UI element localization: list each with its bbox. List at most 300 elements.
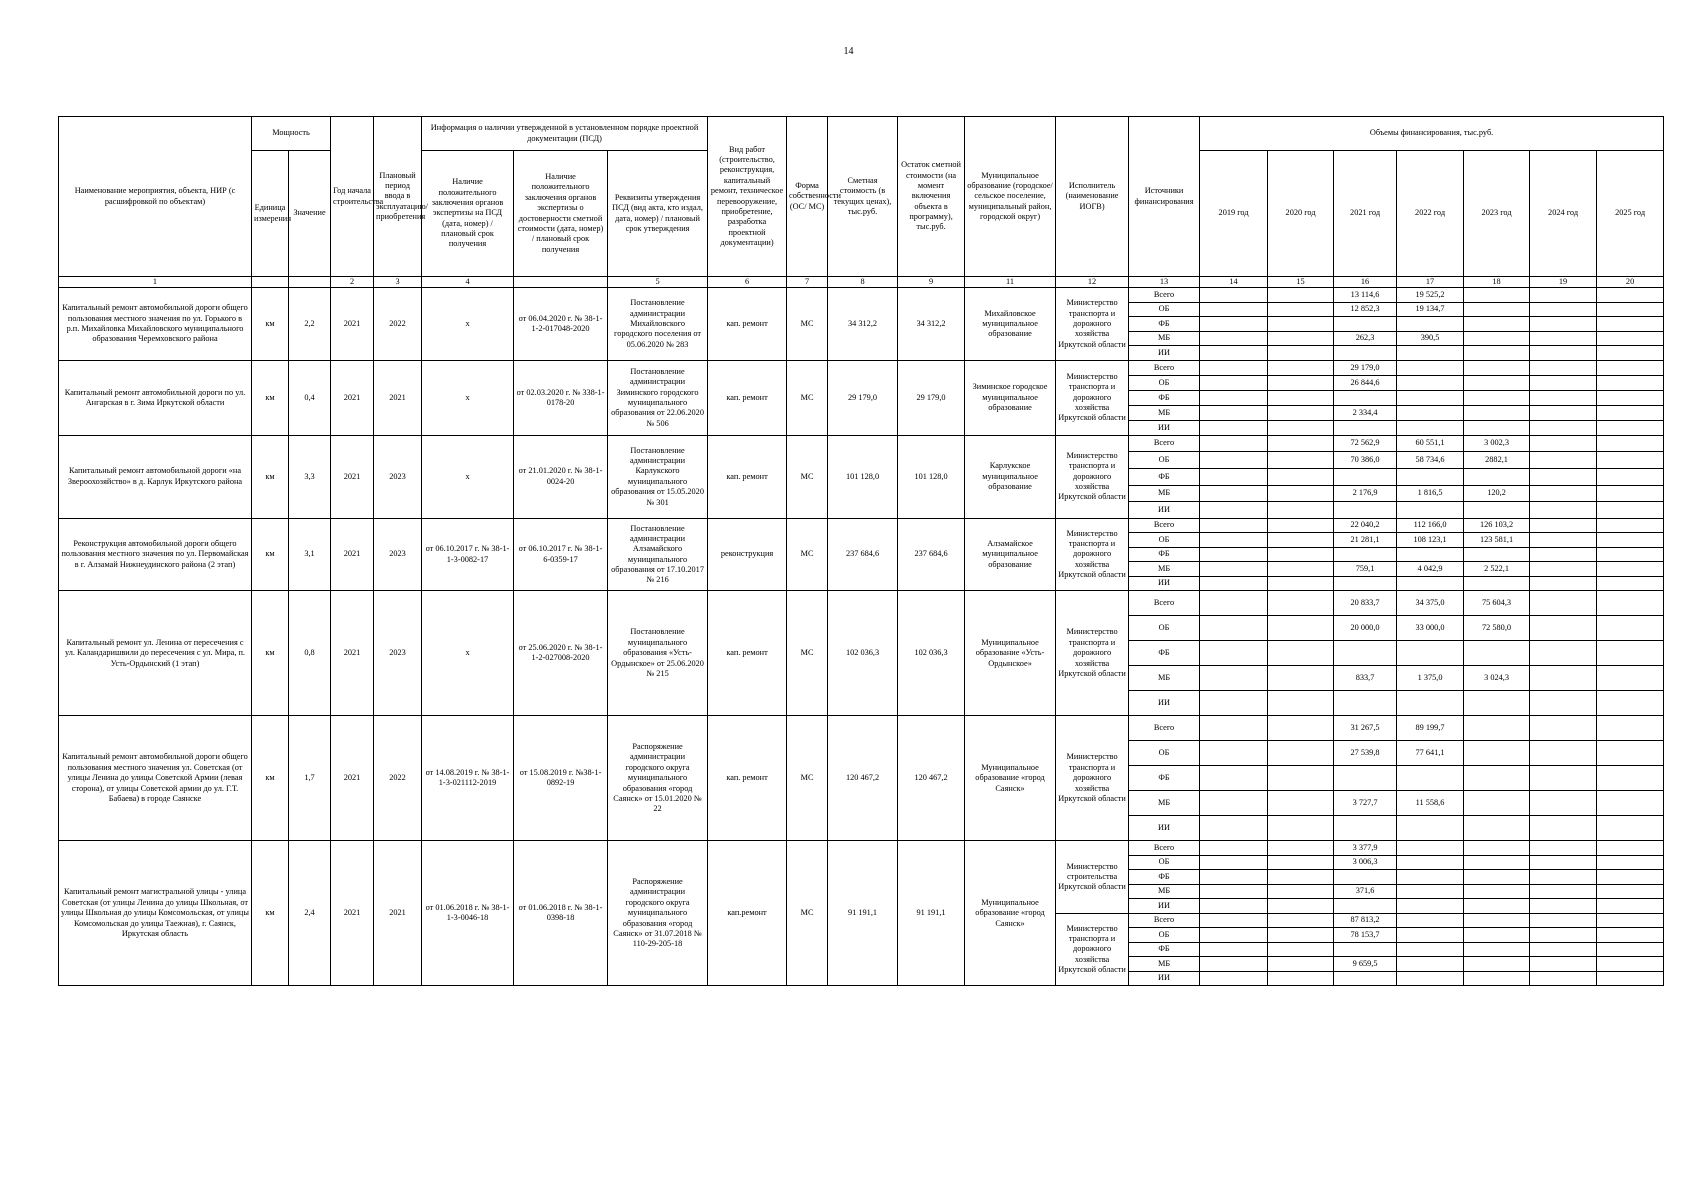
executor-cell: Министерство транспорта и дорожного хозяйства Иркутской области [1056, 913, 1129, 986]
value-cell: 0,4 [289, 360, 331, 435]
funding-amount-cell: 2 176,9 [1334, 485, 1397, 502]
funding-amount-cell [1530, 331, 1597, 346]
funding-amount-cell [1530, 576, 1597, 591]
header-year-2025: 2025 год [1597, 151, 1664, 277]
funding-amount-cell: 112 166,0 [1397, 518, 1464, 533]
funding-amount-cell [1597, 691, 1664, 716]
funding-amount-cell: 31 267,5 [1334, 716, 1397, 741]
funding-amount-cell [1334, 576, 1397, 591]
funding-amount-cell [1397, 942, 1464, 957]
column-number-cell: 3 [374, 277, 422, 288]
funding-amount-cell: 22 040,2 [1334, 518, 1397, 533]
funding-amount-cell [1464, 288, 1530, 303]
funding-amount-cell [1597, 288, 1664, 303]
funding-source-cell: ОБ [1129, 855, 1200, 870]
funding-amount-cell [1597, 741, 1664, 766]
funding-amount-cell [1268, 766, 1334, 791]
header-unit: Единица измерения [252, 151, 289, 277]
funding-amount-cell: 20 000,0 [1334, 616, 1397, 641]
header-start-year: Год начала строительства [331, 117, 374, 277]
header-psd-info: Информация о наличии утвержденной в установленном порядке проектной документации (ПСД) [422, 117, 708, 151]
funding-amount-cell [1597, 616, 1664, 641]
funding-amount-cell [1464, 302, 1530, 317]
funding-amount-cell [1200, 899, 1268, 914]
expertise-cost-cell: от 25.06.2020 г. № 38-1-1-2-027008-2020 [514, 591, 608, 716]
funding-amount-cell [1268, 957, 1334, 972]
executor-cell: Министерство транспорта и дорожного хозяйства Иркутской области [1056, 435, 1129, 518]
funding-source-cell: Всего [1129, 360, 1200, 375]
funding-source-cell: Всего [1129, 841, 1200, 856]
funding-amount-cell [1597, 791, 1664, 816]
funding-amount-cell: 33 000,0 [1397, 616, 1464, 641]
funding-amount-cell [1268, 302, 1334, 317]
funding-amount-cell [1530, 435, 1597, 452]
funding-amount-cell [1268, 913, 1334, 928]
funding-amount-cell: 3 006,3 [1334, 855, 1397, 870]
municipality-cell: Муниципальное образование «город Саянск» [965, 841, 1056, 986]
estimated-cost-cell: 237 684,6 [828, 518, 898, 591]
funding-amount-cell: 72 562,9 [1334, 435, 1397, 452]
work-type-cell: реконструкция [708, 518, 787, 591]
funding-amount-cell: 3 727,7 [1334, 791, 1397, 816]
funding-amount-cell: 12 852,3 [1334, 302, 1397, 317]
expertise-cost-cell: от 02.03.2020 г. № 338-1-0178-20 [514, 360, 608, 435]
header-value: Значение [289, 151, 331, 277]
ownership-cell: МС [787, 591, 828, 716]
funding-amount-cell [1200, 942, 1268, 957]
funding-amount-cell [1597, 533, 1664, 548]
funding-amount-cell [1597, 816, 1664, 841]
start-year-cell: 2021 [331, 591, 374, 716]
funding-amount-cell [1334, 641, 1397, 666]
funding-source-cell: ИИ [1129, 576, 1200, 591]
funding-amount-cell [1597, 971, 1664, 986]
column-number-cell: 15 [1268, 277, 1334, 288]
funding-amount-cell [1464, 576, 1530, 591]
funding-amount-cell: 123 581,1 [1464, 533, 1530, 548]
table-row [59, 360, 1664, 375]
funding-amount-cell [1464, 791, 1530, 816]
funding-amount-cell [1268, 317, 1334, 332]
funding-amount-cell [1268, 405, 1334, 420]
funding-amount-cell: 3 377,9 [1334, 841, 1397, 856]
funding-amount-cell [1268, 841, 1334, 856]
funding-amount-cell [1530, 591, 1597, 616]
funding-amount-cell: 1 816,5 [1397, 485, 1464, 502]
funding-amount-cell [1200, 928, 1268, 943]
funding-source-cell: ОБ [1129, 533, 1200, 548]
funding-amount-cell [1530, 942, 1597, 957]
funding-amount-cell [1530, 641, 1597, 666]
funding-amount-cell [1530, 288, 1597, 303]
funding-source-cell: ФБ [1129, 547, 1200, 562]
funding-amount-cell: 390,5 [1397, 331, 1464, 346]
municipality-cell: Михайловское муниципальное образование [965, 288, 1056, 361]
funding-amount-cell [1334, 420, 1397, 435]
expertise-psd-cell: х [422, 435, 514, 518]
column-number-cell: 6 [708, 277, 787, 288]
header-remaining-cost: Остаток сметной стоимости (на момент включения объекта в программу), тыс.руб. [898, 117, 965, 277]
funding-amount-cell [1334, 870, 1397, 885]
page-number: 14 [843, 46, 854, 57]
funding-amount-cell [1597, 518, 1664, 533]
funding-amount-cell [1597, 899, 1664, 914]
funding-amount-cell [1464, 691, 1530, 716]
funding-amount-cell [1268, 469, 1334, 486]
expertise-cost-cell: от 06.10.2017 г. № 38-1-6-0359-17 [514, 518, 608, 591]
value-cell: 3,1 [289, 518, 331, 591]
funding-amount-cell [1200, 302, 1268, 317]
funding-amount-cell: 89 199,7 [1397, 716, 1464, 741]
work-type-cell: кап. ремонт [708, 435, 787, 518]
column-number-cell: 2 [331, 277, 374, 288]
table-row [59, 841, 1664, 856]
header-year-2022: 2022 год [1397, 151, 1464, 277]
funding-amount-cell [1597, 957, 1664, 972]
funding-amount-cell [1334, 691, 1397, 716]
header-expertise-psd: Наличие положительного заключения органов экспертизы на ПСД (дата, номер) / плановый срок получения [422, 151, 514, 277]
funding-amount-cell [1268, 502, 1334, 519]
funding-amount-cell: 20 833,7 [1334, 591, 1397, 616]
funding-amount-cell [1268, 942, 1334, 957]
funding-amount-cell [1268, 855, 1334, 870]
funding-amount-cell [1200, 841, 1268, 856]
funding-amount-cell [1268, 360, 1334, 375]
funding-amount-cell [1268, 791, 1334, 816]
plan-period-cell: 2021 [374, 360, 422, 435]
plan-period-cell: 2023 [374, 518, 422, 591]
approval-cell: Постановление муниципального образования «Усть-Ордынское» от 25.06.2020 № 215 [608, 591, 708, 716]
funding-amount-cell [1597, 331, 1664, 346]
funding-amount-cell [1530, 518, 1597, 533]
funding-source-cell: ФБ [1129, 390, 1200, 405]
funding-amount-cell [1334, 469, 1397, 486]
approval-cell: Постановление администрации Михайловского городского поселения от 05.06.2020 № 283 [608, 288, 708, 361]
funding-amount-cell [1530, 469, 1597, 486]
funding-amount-cell: 2 334,4 [1334, 405, 1397, 420]
funding-amount-cell [1200, 870, 1268, 885]
funding-amount-cell [1530, 420, 1597, 435]
funding-amount-cell [1200, 331, 1268, 346]
funding-amount-cell [1200, 957, 1268, 972]
executor-cell: Министерство строительства Иркутской области [1056, 841, 1129, 914]
funding-amount-cell [1200, 716, 1268, 741]
approval-cell: Постановление администрации Зиминского городского муниципального образования от 22.06.2020 № 506 [608, 360, 708, 435]
funding-amount-cell [1200, 616, 1268, 641]
financing-table [58, 116, 1664, 986]
column-number-cell: 4 [422, 277, 514, 288]
funding-amount-cell [1597, 420, 1664, 435]
funding-amount-cell [1268, 716, 1334, 741]
estimated-cost-cell: 101 128,0 [828, 435, 898, 518]
funding-amount-cell [1597, 562, 1664, 577]
funding-amount-cell: 78 153,7 [1334, 928, 1397, 943]
column-number-cell: 13 [1129, 277, 1200, 288]
funding-amount-cell [1200, 913, 1268, 928]
funding-amount-cell: 3 002,3 [1464, 435, 1530, 452]
funding-amount-cell [1530, 375, 1597, 390]
funding-amount-cell [1464, 502, 1530, 519]
executor-cell: Министерство транспорта и дорожного хозяйства Иркутской области [1056, 360, 1129, 435]
project-name: Капитальный ремонт автомобильной дороги общего пользования местного значения по ул. Горького в р.п. Михайловка Михайловского муниципального образования Черемховского района [59, 288, 252, 361]
funding-source-cell: МБ [1129, 331, 1200, 346]
funding-amount-cell [1464, 855, 1530, 870]
funding-amount-cell [1464, 913, 1530, 928]
executor-cell: Министерство транспорта и дорожного хозяйства Иркутской области [1056, 518, 1129, 591]
funding-amount-cell [1268, 288, 1334, 303]
funding-amount-cell: 26 844,6 [1334, 375, 1397, 390]
executor-cell: Министерство транспорта и дорожного хозяйства Иркутской области [1056, 716, 1129, 841]
funding-amount-cell [1200, 562, 1268, 577]
remaining-cost-cell: 91 191,1 [898, 841, 965, 986]
funding-amount-cell [1530, 841, 1597, 856]
funding-amount-cell: 27 539,8 [1334, 741, 1397, 766]
funding-source-cell: ФБ [1129, 766, 1200, 791]
unit-cell: км [252, 716, 289, 841]
funding-source-cell: ИИ [1129, 502, 1200, 519]
funding-amount-cell [1200, 405, 1268, 420]
funding-amount-cell [1464, 741, 1530, 766]
municipality-cell: Зиминское городское муниципальное образование [965, 360, 1056, 435]
funding-amount-cell [1200, 576, 1268, 591]
funding-source-cell: ИИ [1129, 971, 1200, 986]
municipality-cell: Муниципальное образование «Усть-Ордынское» [965, 591, 1056, 716]
funding-amount-cell [1530, 913, 1597, 928]
funding-amount-cell [1597, 502, 1664, 519]
funding-amount-cell [1530, 360, 1597, 375]
funding-amount-cell [1597, 346, 1664, 361]
funding-amount-cell [1268, 420, 1334, 435]
header-year-2024: 2024 год [1530, 151, 1597, 277]
funding-amount-cell [1530, 957, 1597, 972]
table-row [59, 435, 1664, 452]
column-number-cell: 17 [1397, 277, 1464, 288]
funding-amount-cell: 11 558,6 [1397, 791, 1464, 816]
start-year-cell: 2021 [331, 518, 374, 591]
funding-amount-cell [1200, 346, 1268, 361]
funding-amount-cell: 759,1 [1334, 562, 1397, 577]
funding-amount-cell [1334, 971, 1397, 986]
funding-amount-cell [1530, 741, 1597, 766]
funding-amount-cell [1464, 816, 1530, 841]
funding-amount-cell [1334, 390, 1397, 405]
value-cell: 2,4 [289, 841, 331, 986]
remaining-cost-cell: 29 179,0 [898, 360, 965, 435]
funding-amount-cell [1200, 317, 1268, 332]
funding-amount-cell [1200, 816, 1268, 841]
funding-amount-cell [1597, 884, 1664, 899]
funding-source-cell: ФБ [1129, 317, 1200, 332]
remaining-cost-cell: 34 312,2 [898, 288, 965, 361]
funding-amount-cell: 87 813,2 [1334, 913, 1397, 928]
header-work-type: Вид работ (строительство, реконструкция, капитальный ремонт, техническое перевооружение, приобретение, разработка проектной документации) [708, 117, 787, 277]
funding-amount-cell [1530, 816, 1597, 841]
header-year-2023: 2023 год [1464, 151, 1530, 277]
funding-amount-cell [1597, 641, 1664, 666]
funding-amount-cell [1268, 485, 1334, 502]
column-number-cell: 7 [787, 277, 828, 288]
header-expertise-cost: Наличие положительного заключения органов экспертизы о достоверности сметной стоимости (дата, номер) / плановый срок получения [514, 151, 608, 277]
column-number-cell: 9 [898, 277, 965, 288]
funding-amount-cell [1597, 452, 1664, 469]
funding-amount-cell: 34 375,0 [1397, 591, 1464, 616]
column-number-cell: 11 [965, 277, 1056, 288]
column-number-cell: 18 [1464, 277, 1530, 288]
funding-amount-cell [1200, 435, 1268, 452]
municipality-cell: Алзамайское муниципальное образование [965, 518, 1056, 591]
funding-amount-cell [1530, 562, 1597, 577]
funding-amount-cell [1464, 360, 1530, 375]
header-plan-period: Плановый период ввода в эксплуатацию/приобретения [374, 117, 422, 277]
funding-source-cell: ОБ [1129, 302, 1200, 317]
funding-amount-cell [1268, 899, 1334, 914]
funding-amount-cell [1268, 641, 1334, 666]
column-number-cell: 1 [59, 277, 252, 288]
approval-cell: Распоряжение администрации городского округа муниципального образования «город Саянск» от 15.01.2020 № 22 [608, 716, 708, 841]
funding-amount-cell [1597, 302, 1664, 317]
funding-amount-cell [1530, 971, 1597, 986]
funding-source-cell: ФБ [1129, 641, 1200, 666]
expertise-cost-cell: от 21.01.2020 г. № 38-1-0024-20 [514, 435, 608, 518]
funding-source-cell: ИИ [1129, 899, 1200, 914]
funding-amount-cell [1200, 855, 1268, 870]
funding-amount-cell [1397, 360, 1464, 375]
funding-source-cell: ОБ [1129, 928, 1200, 943]
funding-amount-cell [1397, 420, 1464, 435]
funding-amount-cell [1464, 971, 1530, 986]
funding-source-cell: ИИ [1129, 420, 1200, 435]
funding-source-cell: Всего [1129, 288, 1200, 303]
expertise-psd-cell: от 06.10.2017 г. № 38-1-1-3-0082-17 [422, 518, 514, 591]
funding-amount-cell [1530, 390, 1597, 405]
funding-amount-cell [1597, 390, 1664, 405]
funding-amount-cell [1597, 469, 1664, 486]
funding-amount-cell [1530, 616, 1597, 641]
funding-amount-cell [1200, 375, 1268, 390]
funding-source-cell: ОБ [1129, 452, 1200, 469]
funding-amount-cell [1464, 899, 1530, 914]
funding-amount-cell [1397, 766, 1464, 791]
header-executor: Исполнитель (наименование ИОГВ) [1056, 117, 1129, 277]
funding-amount-cell [1200, 533, 1268, 548]
funding-amount-cell [1464, 346, 1530, 361]
funding-amount-cell: 4 042,9 [1397, 562, 1464, 577]
funding-amount-cell [1530, 870, 1597, 885]
funding-amount-cell [1397, 691, 1464, 716]
funding-amount-cell [1268, 547, 1334, 562]
funding-amount-cell [1397, 928, 1464, 943]
funding-amount-cell [1597, 405, 1664, 420]
funding-amount-cell [1200, 502, 1268, 519]
funding-amount-cell [1268, 435, 1334, 452]
funding-amount-cell [1200, 766, 1268, 791]
funding-amount-cell [1530, 502, 1597, 519]
table-row [59, 591, 1664, 616]
funding-amount-cell [1530, 346, 1597, 361]
funding-amount-cell: 60 551,1 [1397, 435, 1464, 452]
start-year-cell: 2021 [331, 841, 374, 986]
work-type-cell: кап.ремонт [708, 841, 787, 986]
column-numbers-row [59, 277, 1664, 288]
column-number-cell: 12 [1056, 277, 1129, 288]
funding-amount-cell [1397, 405, 1464, 420]
funding-amount-cell [1200, 469, 1268, 486]
header-estimated-cost: Сметная стоимость (в текущих ценах), тыс.руб. [828, 117, 898, 277]
funding-amount-cell [1334, 942, 1397, 957]
funding-amount-cell [1200, 390, 1268, 405]
funding-source-cell: ФБ [1129, 942, 1200, 957]
funding-amount-cell [1397, 547, 1464, 562]
funding-amount-cell: 2882,1 [1464, 452, 1530, 469]
work-type-cell: кап. ремонт [708, 360, 787, 435]
funding-amount-cell [1597, 435, 1664, 452]
funding-amount-cell [1530, 533, 1597, 548]
funding-amount-cell [1200, 741, 1268, 766]
expertise-cost-cell: от 06.04.2020 г. № 38-1-1-2-017048-2020 [514, 288, 608, 361]
plan-period-cell: 2023 [374, 435, 422, 518]
funding-amount-cell [1397, 855, 1464, 870]
funding-amount-cell [1200, 691, 1268, 716]
funding-amount-cell [1200, 288, 1268, 303]
ownership-cell: МС [787, 518, 828, 591]
funding-amount-cell [1397, 841, 1464, 856]
funding-amount-cell: 108 123,1 [1397, 533, 1464, 548]
funding-amount-cell [1464, 375, 1530, 390]
funding-source-cell: ОБ [1129, 741, 1200, 766]
funding-amount-cell [1530, 791, 1597, 816]
unit-cell: км [252, 360, 289, 435]
funding-source-cell: ФБ [1129, 469, 1200, 486]
funding-amount-cell [1597, 485, 1664, 502]
funding-amount-cell: 3 024,3 [1464, 666, 1530, 691]
funding-amount-cell [1268, 533, 1334, 548]
funding-amount-cell [1530, 485, 1597, 502]
value-cell: 2,2 [289, 288, 331, 361]
funding-amount-cell [1397, 971, 1464, 986]
project-name: Капитальный ремонт автомобильной дороги по ул. Ангарская в г. Зима Иркутской области [59, 360, 252, 435]
table-row [59, 716, 1664, 741]
funding-amount-cell: 2 522,1 [1464, 562, 1530, 577]
funding-source-cell: Всего [1129, 716, 1200, 741]
executor-cell: Министерство транспорта и дорожного хозяйства Иркутской области [1056, 288, 1129, 361]
start-year-cell: 2021 [331, 288, 374, 361]
funding-amount-cell [1597, 855, 1664, 870]
remaining-cost-cell: 102 036,3 [898, 591, 965, 716]
table-row [59, 518, 1664, 533]
funding-amount-cell [1268, 562, 1334, 577]
funding-amount-cell [1464, 716, 1530, 741]
funding-amount-cell [1200, 884, 1268, 899]
funding-amount-cell [1200, 641, 1268, 666]
ownership-cell: МС [787, 716, 828, 841]
funding-amount-cell: 371,6 [1334, 884, 1397, 899]
funding-amount-cell [1334, 766, 1397, 791]
funding-amount-cell: 77 641,1 [1397, 741, 1464, 766]
project-name: Капитальный ремонт ул. Ленина от пересечения с ул. Каландаришвили до пересечения с ул. Мира, п. Усть-Ордынский (1 этап) [59, 591, 252, 716]
funding-amount-cell [1397, 502, 1464, 519]
funding-amount-cell [1334, 899, 1397, 914]
funding-amount-cell [1200, 420, 1268, 435]
funding-source-cell: МБ [1129, 485, 1200, 502]
plan-period-cell: 2022 [374, 288, 422, 361]
funding-amount-cell [1268, 576, 1334, 591]
unit-cell: км [252, 518, 289, 591]
estimated-cost-cell: 102 036,3 [828, 591, 898, 716]
remaining-cost-cell: 237 684,6 [898, 518, 965, 591]
funding-source-cell: Всего [1129, 591, 1200, 616]
header-approval-details: Реквизиты утверждения ПСД (вид акта, кто издал, дата, номер) / плановый срок утверждения [608, 151, 708, 277]
estimated-cost-cell: 120 467,2 [828, 716, 898, 841]
